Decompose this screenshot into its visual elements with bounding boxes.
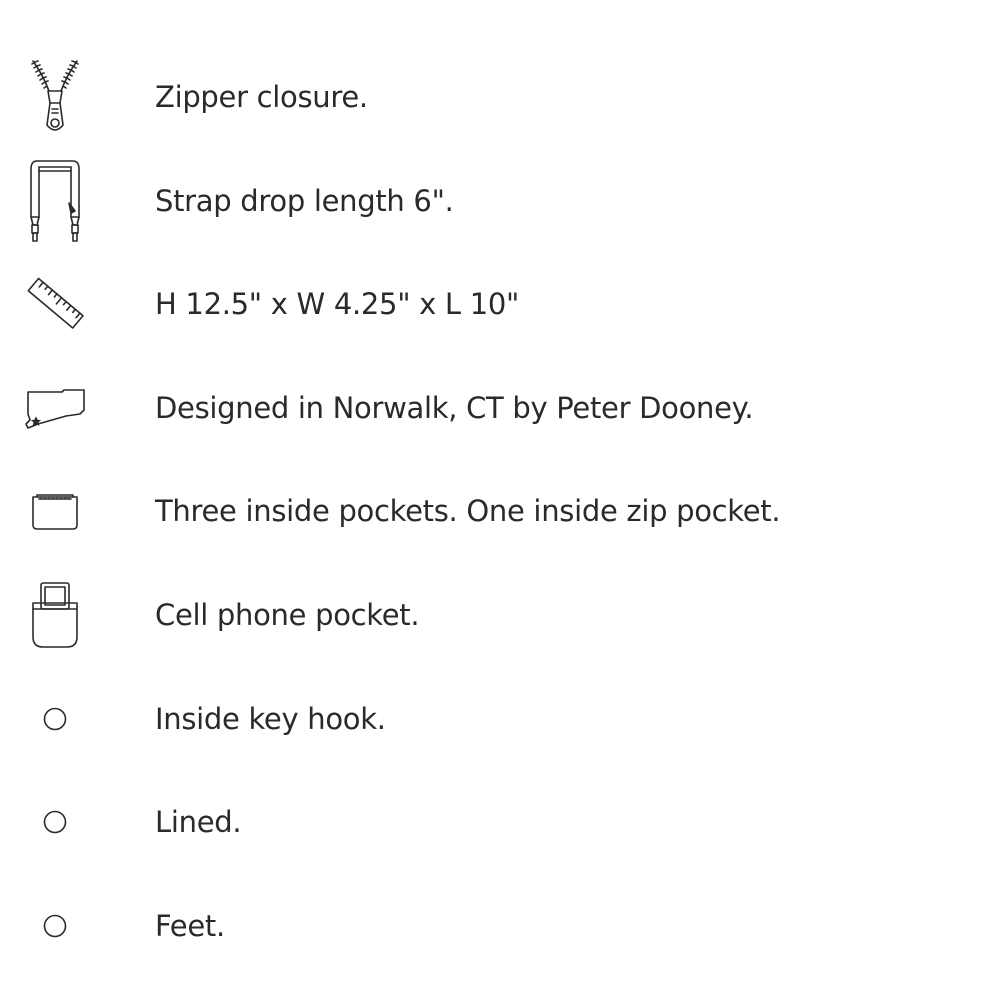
- feature-text: Zipper closure.: [155, 80, 368, 114]
- zip-pocket-icon: [18, 466, 92, 556]
- ruler-icon: [18, 259, 92, 349]
- feature-row-origin: [0, 363, 1000, 453]
- circle-bullet-icon: [18, 777, 92, 867]
- feature-row-pockets: [0, 466, 1000, 556]
- circle-bullet-icon: [18, 674, 92, 764]
- feature-row-phone-pocket: [0, 570, 1000, 660]
- strap-icon: [18, 156, 92, 246]
- feature-text: Lined.: [155, 805, 242, 839]
- feature-text: Designed in Norwalk, CT by Peter Dooney.: [155, 391, 754, 425]
- connecticut-map-icon: [18, 363, 92, 453]
- feature-text: Strap drop length 6".: [155, 184, 454, 218]
- feature-text: Cell phone pocket.: [155, 598, 420, 632]
- feature-row-zipper: [0, 52, 1000, 142]
- feature-text: H 12.5" x W 4.25" x L 10": [155, 287, 520, 321]
- feature-row-dimensions: [0, 259, 1000, 349]
- feature-row-lined: [0, 777, 1000, 867]
- zipper-icon: [18, 52, 92, 142]
- feature-text: Inside key hook.: [155, 702, 386, 736]
- feature-text: Feet.: [155, 909, 225, 943]
- feature-text: Three inside pockets. One inside zip pocket.: [155, 494, 781, 528]
- circle-bullet-icon: [18, 881, 92, 971]
- feature-row-feet: [0, 881, 1000, 971]
- feature-row-key-hook: [0, 674, 1000, 764]
- phone-pocket-icon: [18, 570, 92, 660]
- feature-row-strap: [0, 156, 1000, 246]
